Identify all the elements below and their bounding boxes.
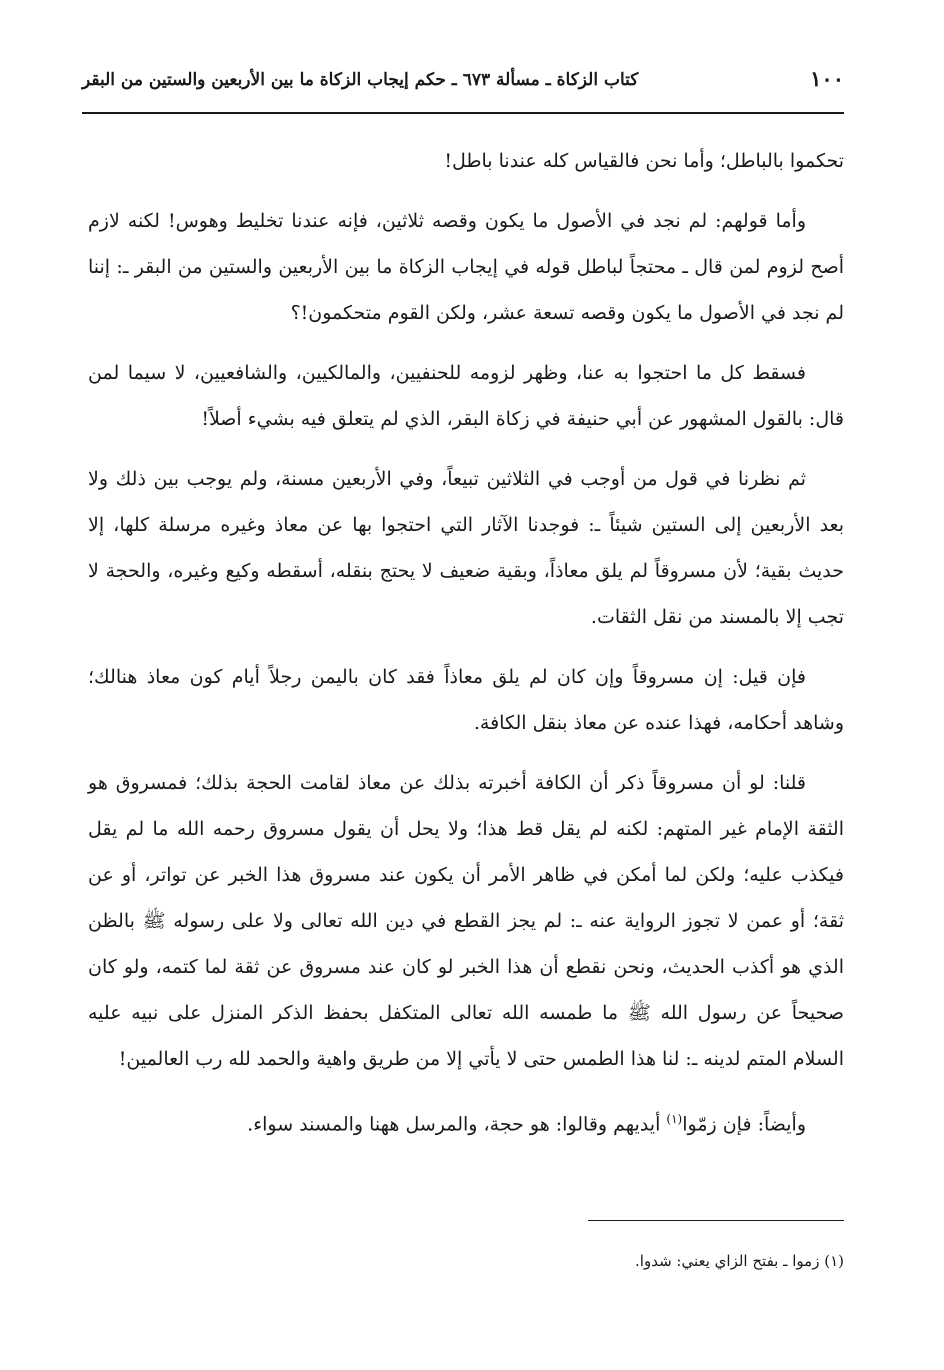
footnote-divider	[588, 1220, 844, 1221]
paragraph-last	[88, 1096, 844, 1147]
page-number: ١٠٠	[810, 66, 844, 91]
last-paragraph-start: وأيضاً: فإن زمّوا	[682, 1113, 806, 1136]
paragraph: فسقط كل ما احتجوا به عنا، وظهر لزومه للحنفيين، والمالكيين، والشافعيين، لا سيما لمن قال: بالقول المشهور عن أبي حنيفة في زكاة البقر، الذي لم يتعلق فيه بشيء أصلاً!	[88, 362, 844, 430]
paragraph: ثم نظرنا في قول من أوجب في الثلاثين تبيعاً، وفي الأربعين مسنة، ولم يوجب بين ذلك ولا بعد الأربعين إلى الستين شيئاً ـ: فوجدنا الآثار التي احتجوا بها عن معاذ وغيره مرسلة كلها، إلا حديث بقية؛ لأن مسروقاً لم يلق معاذاً، وبقية ضعيف لا يحتج بنقله، أسقطه وكيع وغيره، والحجة لا تجب إلا بالمسند من نقل الثقات.	[88, 468, 844, 628]
paragraph: فإن قيل: إن مسروقاً وإن كان لم يلق معاذاً فقد كان باليمن رجلاً أيام كون معاذ هنالك؛ وشاهد أحكامه، فهذا عنده عن معاذ بنقل الكافة.	[88, 666, 844, 734]
paragraph: قلنا: لو أن مسروقاً ذكر أن الكافة أخبرته بذلك عن معاذ لقامت الحجة بذلك؛ فمسروق هو الثقة الإمام غير المتهم: لكنه لم يقل قط هذا؛ ولا يحل أن يقول مسروق رحمه الله ما لم يقل فيكذب عليه؛ ولكن لما أمكن في ظاهر الأمر أن يكون عند مسروق هذا الخبر عن تواتر، أو عن ثقة؛ أو عمن لا تجوز الرواية عنه ـ: لم يجز القطع في دين الله تعالى ولا على رسوله ﷺ بالظن الذي هو أكذب الحديث، ونحن نقطع أن هذا الخبر لو كان عند مسروق عن ثقة لما كتمه، ولو كان صحيحاً عن رسول الله ﷺ ما طمسه الله تعالى المتكفل بحفظ الذكر المنزل على نبيه عليه السلام المتم لدينه ـ: لنا هذا الطمس حتى لا يأتي إلا من طريق واهية والحمد لله رب العالمين!	[88, 772, 844, 1070]
last-paragraph-end: أيديهم وقالوا: هو حجة، والمرسل ههنا والمسند سواء.	[247, 1113, 667, 1136]
running-title: كتاب الزكاة ـ مسألة ٦٧٣ ـ حكم إيجاب الزكاة ما بين الأربعين والستين من البقر	[82, 70, 639, 90]
page-header	[82, 60, 844, 114]
footnote-marker[interactable]: (١)	[666, 1112, 683, 1126]
footnote: (١) زموا ـ بفتح الزاي يعني: شدوا.	[635, 1252, 844, 1270]
paragraph: وأما قولهم: لم نجد في الأصول ما يكون وقصه ثلاثين، فإنه عندنا تخليط وهوس! لكنه لازم أصح لزوم لمن قال ـ محتجاً لباطل قوله في إيجاب الزكاة ما بين الأربعين والستين من البقر ـ: إننا لم نجد في الأصول ما يكون وقصه تسعة عشر، ولكن القوم متحكمون!؟	[88, 210, 844, 324]
paragraph: تحكموا بالباطل؛ وأما نحن فالقياس كله عندنا باطل!	[444, 150, 844, 172]
main-text	[88, 138, 844, 1161]
